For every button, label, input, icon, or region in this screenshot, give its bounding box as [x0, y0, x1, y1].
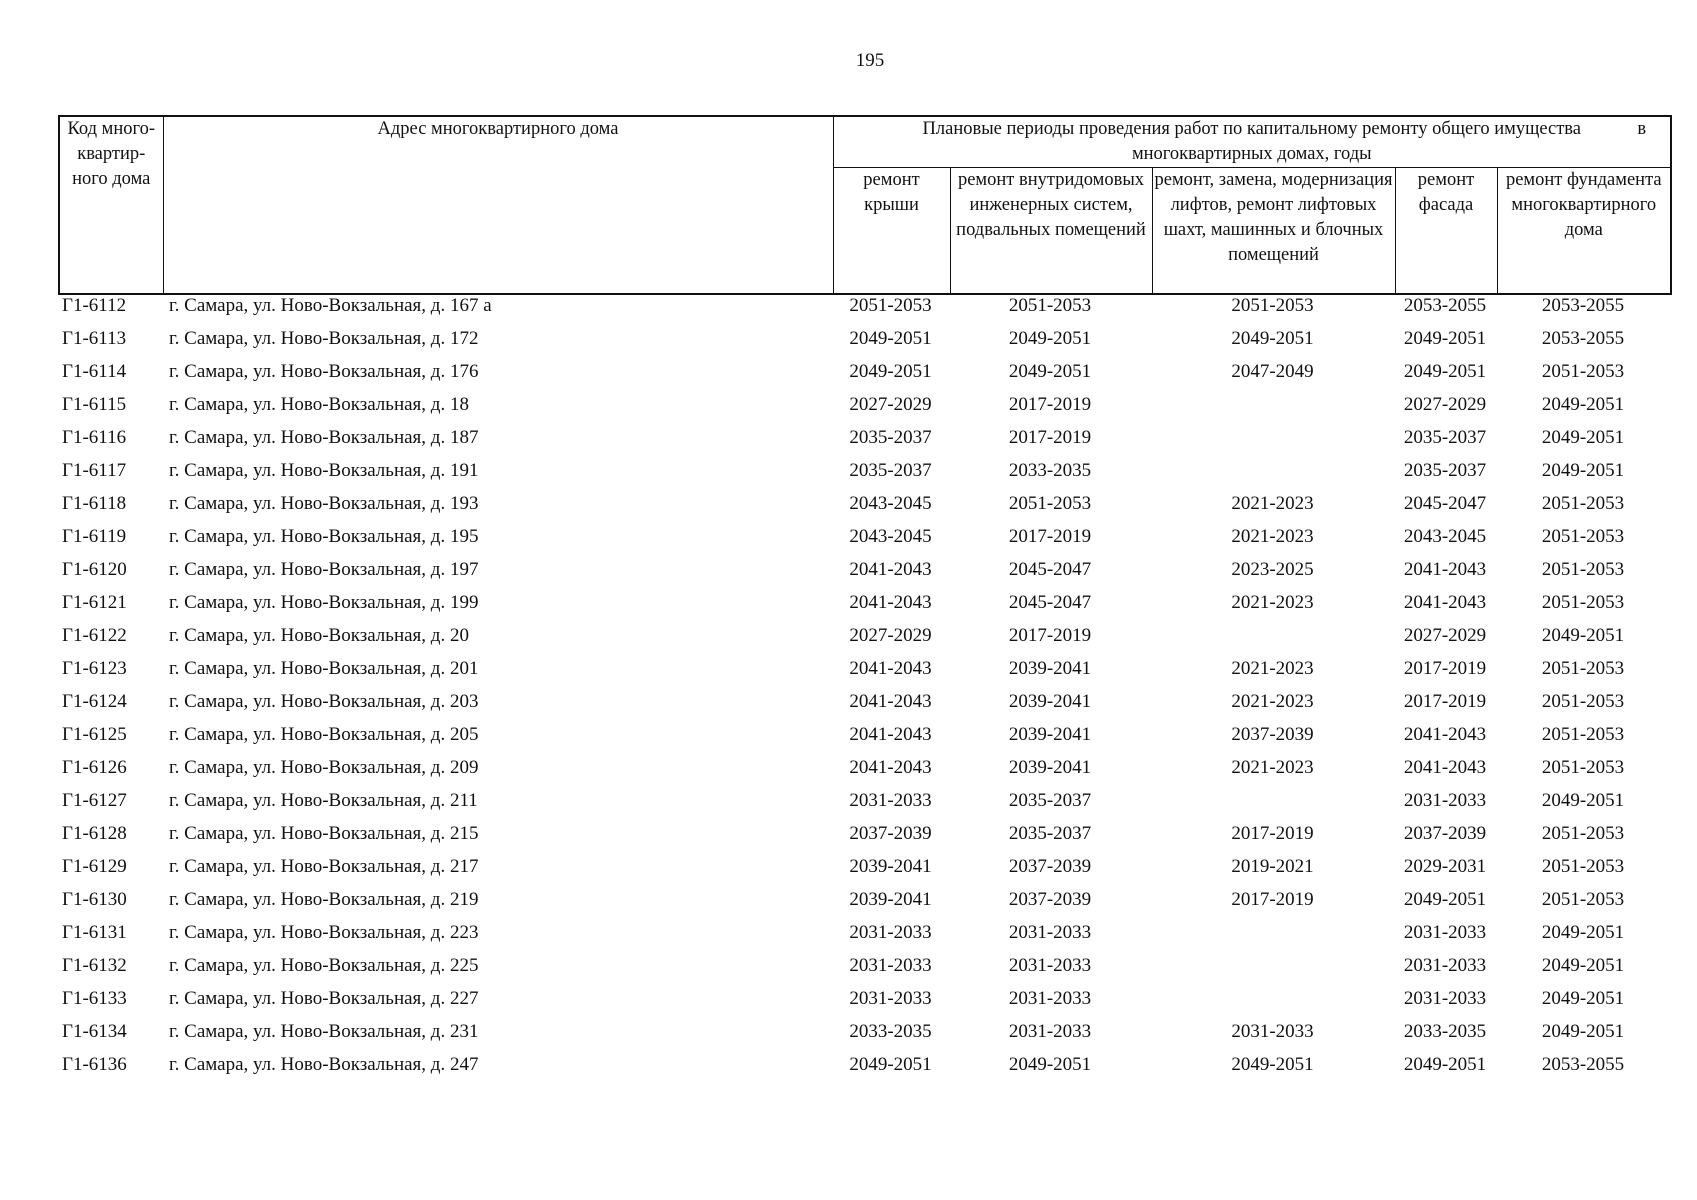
cell-lifts	[1151, 955, 1394, 988]
cell-systems: 2037-2039	[1008, 856, 1092, 877]
cell-foundation: 2051-2053	[1541, 724, 1625, 745]
cell-systems: 2035-2037	[1008, 790, 1092, 811]
cell-code: Г1-6112	[62, 295, 127, 316]
cell-lifts: 2021-2023	[1231, 526, 1314, 547]
cell-lifts	[1151, 427, 1394, 460]
cell-lifts	[1151, 625, 1394, 658]
header-code: Код много-квартир-ного дома	[59, 116, 163, 294]
cell-roof: 2049-2051	[849, 361, 932, 382]
cell-systems: 2017-2019	[1008, 625, 1092, 646]
cell-foundation: 2051-2053	[1541, 757, 1625, 778]
cell-code: Г1-6126	[62, 757, 127, 778]
cell-foundation: 2049-2051	[1541, 922, 1625, 943]
cell-systems: 2017-2019	[1008, 394, 1092, 415]
cell-code: Г1-6134	[62, 1021, 127, 1042]
cell-facade: 2031-2033	[1403, 955, 1487, 976]
cell-systems: 2051-2053	[1008, 295, 1092, 316]
cell-facade: 2031-2033	[1403, 790, 1487, 811]
table-row	[58, 955, 1670, 988]
header-facade: ремонт фасада	[1395, 168, 1497, 295]
cell-code: Г1-6127	[62, 790, 127, 811]
cell-roof: 2037-2039	[849, 823, 932, 844]
table-header	[58, 115, 1672, 295]
cell-code: Г1-6136	[62, 1054, 127, 1075]
cell-foundation: 2053-2055	[1541, 1054, 1625, 1075]
cell-facade: 2035-2037	[1403, 427, 1487, 448]
cell-address: г. Самара, ул. Ново-Вокзальная, д. 18	[169, 394, 469, 415]
header-systems: ремонт внутридомовых инженерных систем, подвальных помещений	[950, 168, 1152, 295]
cell-roof: 2027-2029	[849, 625, 932, 646]
table-row	[58, 361, 1670, 394]
cell-roof: 2041-2043	[849, 559, 932, 580]
cell-roof: 2043-2045	[849, 526, 932, 547]
cell-foundation: 2051-2053	[1541, 691, 1625, 712]
cell-lifts	[1151, 460, 1394, 493]
cell-lifts: 2051-2053	[1231, 295, 1314, 316]
cell-foundation: 2051-2053	[1541, 559, 1625, 580]
cell-code: Г1-6114	[62, 361, 127, 382]
cell-code: Г1-6124	[62, 691, 127, 712]
cell-foundation: 2049-2051	[1541, 1021, 1625, 1042]
cell-roof: 2041-2043	[849, 592, 932, 613]
table-row	[58, 460, 1670, 493]
cell-facade: 2031-2033	[1403, 922, 1487, 943]
cell-systems: 2051-2053	[1008, 493, 1092, 514]
cell-roof: 2035-2037	[849, 427, 932, 448]
cell-address: г. Самара, ул. Ново-Вокзальная, д. 203	[169, 691, 479, 712]
cell-address: г. Самара, ул. Ново-Вокзальная, д. 219	[169, 889, 479, 910]
table-body	[58, 295, 1670, 1087]
cell-roof: 2035-2037	[849, 460, 932, 481]
cell-code: Г1-6122	[62, 625, 127, 646]
header-plan-title-v: в	[1637, 119, 1647, 139]
cell-roof: 2041-2043	[849, 658, 932, 679]
table-row	[58, 559, 1670, 592]
cell-roof: 2031-2033	[849, 922, 932, 943]
cell-address: г. Самара, ул. Ново-Вокзальная, д. 191	[169, 460, 479, 481]
cell-address: г. Самара, ул. Ново-Вокзальная, д. 176	[169, 361, 479, 382]
cell-systems: 2039-2041	[1008, 757, 1092, 778]
cell-roof: 2039-2041	[849, 889, 932, 910]
table-row	[58, 790, 1670, 823]
table-row	[58, 493, 1670, 526]
cell-foundation: 2051-2053	[1541, 493, 1625, 514]
cell-address: г. Самара, ул. Ново-Вокзальная, д. 20	[169, 625, 469, 646]
cell-systems: 2031-2033	[1008, 955, 1092, 976]
cell-code: Г1-6121	[62, 592, 127, 613]
table-row	[58, 328, 1670, 361]
table-row	[58, 757, 1670, 790]
table-row	[58, 1021, 1670, 1054]
cell-facade: 2029-2031	[1403, 856, 1487, 877]
table-row	[58, 295, 1670, 328]
cell-foundation: 2051-2053	[1541, 823, 1625, 844]
cell-code: Г1-6118	[62, 493, 127, 514]
cell-foundation: 2051-2053	[1541, 361, 1625, 382]
cell-systems: 2033-2035	[1008, 460, 1092, 481]
cell-systems: 2035-2037	[1008, 823, 1092, 844]
table-row	[58, 526, 1670, 559]
cell-code: Г1-6128	[62, 823, 127, 844]
table-row	[58, 823, 1670, 856]
cell-code: Г1-6129	[62, 856, 127, 877]
cell-address: г. Самара, ул. Ново-Вокзальная, д. 209	[169, 757, 479, 778]
cell-address: г. Самара, ул. Ново-Вокзальная, д. 199	[169, 592, 479, 613]
table-row	[58, 988, 1670, 1021]
table-row	[58, 1054, 1670, 1087]
cell-roof: 2043-2045	[849, 493, 932, 514]
cell-roof: 2027-2029	[849, 394, 932, 415]
cell-systems: 2049-2051	[1008, 361, 1092, 382]
header-plan-title-line2: многоквартирных домах, годы	[1131, 144, 1372, 164]
cell-foundation: 2049-2051	[1541, 790, 1625, 811]
cell-code: Г1-6120	[62, 559, 127, 580]
cell-facade: 2027-2029	[1403, 625, 1487, 646]
cell-address: г. Самара, ул. Ново-Вокзальная, д. 211	[169, 790, 478, 811]
cell-address: г. Самара, ул. Ново-Вокзальная, д. 193	[169, 493, 479, 514]
cell-address: г. Самара, ул. Ново-Вокзальная, д. 223	[169, 922, 479, 943]
cell-address: г. Самара, ул. Ново-Вокзальная, д. 247	[169, 1054, 479, 1075]
cell-facade: 2041-2043	[1403, 757, 1487, 778]
cell-systems: 2039-2041	[1008, 658, 1092, 679]
cell-systems: 2049-2051	[1008, 1054, 1092, 1075]
cell-roof: 2051-2053	[849, 295, 932, 316]
cell-facade: 2027-2029	[1403, 394, 1487, 415]
cell-lifts	[1151, 988, 1394, 1021]
cell-roof: 2031-2033	[849, 955, 932, 976]
cell-roof: 2033-2035	[849, 1021, 932, 1042]
cell-address: г. Самара, ул. Ново-Вокзальная, д. 217	[169, 856, 479, 877]
header-plan-title	[833, 116, 1671, 168]
cell-code: Г1-6132	[62, 955, 127, 976]
cell-lifts: 2049-2051	[1231, 328, 1314, 349]
cell-lifts: 2017-2019	[1231, 889, 1314, 910]
cell-systems: 2031-2033	[1008, 922, 1092, 943]
cell-foundation: 2051-2053	[1541, 526, 1625, 547]
cell-facade: 2053-2055	[1403, 295, 1487, 316]
cell-code: Г1-6116	[62, 427, 127, 448]
cell-address: г. Самара, ул. Ново-Вокзальная, д. 225	[169, 955, 479, 976]
cell-lifts: 2021-2023	[1231, 493, 1314, 514]
cell-foundation: 2051-2053	[1541, 889, 1625, 910]
cell-code: Г1-6113	[62, 328, 127, 349]
cell-roof: 2041-2043	[849, 724, 932, 745]
cell-address: г. Самара, ул. Ново-Вокзальная, д. 227	[169, 988, 479, 1009]
cell-code: Г1-6123	[62, 658, 127, 679]
table-row	[58, 889, 1670, 922]
cell-systems: 2037-2039	[1008, 889, 1092, 910]
cell-lifts: 2031-2033	[1231, 1021, 1314, 1042]
cell-roof: 2031-2033	[849, 790, 932, 811]
cell-lifts: 2021-2023	[1231, 691, 1314, 712]
cell-roof: 2041-2043	[849, 691, 932, 712]
cell-foundation: 2053-2055	[1541, 295, 1625, 316]
cell-systems: 2017-2019	[1008, 526, 1092, 547]
cell-foundation: 2049-2051	[1541, 988, 1625, 1009]
cell-systems: 2049-2051	[1008, 328, 1092, 349]
cell-address: г. Самара, ул. Ново-Вокзальная, д. 205	[169, 724, 479, 745]
cell-foundation: 2049-2051	[1541, 460, 1625, 481]
cell-facade: 2041-2043	[1403, 592, 1487, 613]
cell-roof: 2041-2043	[849, 757, 932, 778]
cell-lifts: 2021-2023	[1231, 592, 1314, 613]
cell-code: Г1-6131	[62, 922, 127, 943]
cell-lifts: 2049-2051	[1231, 1054, 1314, 1075]
cell-address: г. Самара, ул. Ново-Вокзальная, д. 201	[169, 658, 479, 679]
cell-foundation: 2051-2053	[1541, 592, 1625, 613]
cell-foundation: 2049-2051	[1541, 955, 1625, 976]
cell-address: г. Самара, ул. Ново-Вокзальная, д. 172	[169, 328, 479, 349]
cell-facade: 2017-2019	[1403, 691, 1487, 712]
cell-lifts: 2023-2025	[1231, 559, 1314, 580]
cell-code: Г1-6117	[62, 460, 127, 481]
cell-facade: 2035-2037	[1403, 460, 1487, 481]
cell-address: г. Самара, ул. Ново-Вокзальная, д. 167 а	[169, 295, 492, 316]
cell-systems: 2045-2047	[1008, 559, 1092, 580]
page-number: 195	[855, 50, 885, 71]
cell-lifts: 2019-2021	[1231, 856, 1314, 877]
cell-facade: 2017-2019	[1403, 658, 1487, 679]
cell-facade: 2033-2035	[1403, 1021, 1487, 1042]
table-row	[58, 394, 1670, 427]
header-lifts: ремонт, замена, модернизация лифтов, ремонт лифтовых шахт, машинных и блочных помещений	[1152, 168, 1395, 295]
cell-address: г. Самара, ул. Ново-Вокзальная, д. 197	[169, 559, 479, 580]
cell-lifts	[1151, 922, 1394, 955]
cell-lifts	[1151, 790, 1394, 823]
cell-address: г. Самара, ул. Ново-Вокзальная, д. 215	[169, 823, 479, 844]
header-roof: ремонт крыши	[833, 168, 950, 295]
table-row	[58, 427, 1670, 460]
cell-roof: 2039-2041	[849, 856, 932, 877]
cell-facade: 2049-2051	[1403, 1054, 1487, 1075]
cell-roof: 2031-2033	[849, 988, 932, 1009]
header-address: Адрес многоквартирного дома	[163, 116, 833, 294]
cell-foundation: 2051-2053	[1541, 658, 1625, 679]
cell-address: г. Самара, ул. Ново-Вокзальная, д. 195	[169, 526, 479, 547]
cell-roof: 2049-2051	[849, 1054, 932, 1075]
cell-foundation: 2049-2051	[1541, 427, 1625, 448]
table-row	[58, 856, 1670, 889]
cell-systems: 2031-2033	[1008, 1021, 1092, 1042]
cell-code: Г1-6115	[62, 394, 127, 415]
cell-lifts: 2021-2023	[1231, 757, 1314, 778]
cell-lifts: 2021-2023	[1231, 658, 1314, 679]
table-row	[58, 691, 1670, 724]
table-row	[58, 658, 1670, 691]
table-row	[58, 592, 1670, 625]
cell-roof: 2049-2051	[849, 328, 932, 349]
cell-facade: 2049-2051	[1403, 889, 1487, 910]
cell-code: Г1-6133	[62, 988, 127, 1009]
cell-facade: 2049-2051	[1403, 328, 1487, 349]
table-row	[58, 625, 1670, 658]
cell-systems: 2039-2041	[1008, 724, 1092, 745]
cell-code: Г1-6119	[62, 526, 127, 547]
cell-facade: 2031-2033	[1403, 988, 1487, 1009]
cell-address: г. Самара, ул. Ново-Вокзальная, д. 187	[169, 427, 479, 448]
cell-address: г. Самара, ул. Ново-Вокзальная, д. 231	[169, 1021, 479, 1042]
cell-foundation: 2053-2055	[1541, 328, 1625, 349]
cell-systems: 2031-2033	[1008, 988, 1092, 1009]
cell-facade: 2049-2051	[1403, 361, 1487, 382]
table-row	[58, 922, 1670, 955]
cell-lifts: 2037-2039	[1231, 724, 1314, 745]
cell-lifts: 2047-2049	[1231, 361, 1314, 382]
cell-systems: 2017-2019	[1008, 427, 1092, 448]
cell-foundation: 2051-2053	[1541, 856, 1625, 877]
cell-foundation: 2049-2051	[1541, 625, 1625, 646]
cell-code: Г1-6125	[62, 724, 127, 745]
cell-code: Г1-6130	[62, 889, 127, 910]
cell-facade: 2041-2043	[1403, 559, 1487, 580]
cell-facade: 2045-2047	[1403, 493, 1487, 514]
cell-lifts: 2017-2019	[1231, 823, 1314, 844]
cell-foundation: 2049-2051	[1541, 394, 1625, 415]
cell-lifts	[1151, 394, 1394, 427]
header-plan-title-line1: Плановые периоды проведения работ по капитальному ремонту общего имущества	[922, 119, 1582, 139]
table-row	[58, 724, 1670, 757]
cell-systems: 2045-2047	[1008, 592, 1092, 613]
cell-facade: 2041-2043	[1403, 724, 1487, 745]
cell-facade: 2037-2039	[1403, 823, 1487, 844]
cell-systems: 2039-2041	[1008, 691, 1092, 712]
header-foundation: ремонт фундамента многоквартирного дома	[1497, 168, 1671, 295]
cell-facade: 2043-2045	[1403, 526, 1487, 547]
